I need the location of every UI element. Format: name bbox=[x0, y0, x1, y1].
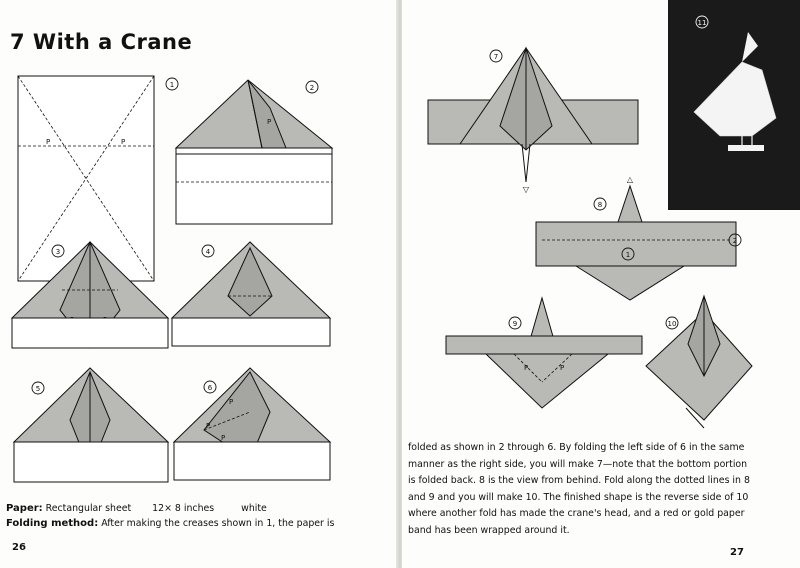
step-6-p-left: P bbox=[206, 422, 211, 430]
text-line: where another fold has made the crane's head, and a red or gold paper bbox=[408, 508, 745, 519]
step-2-diagram bbox=[176, 80, 332, 224]
step-4-number: 4 bbox=[205, 248, 211, 256]
text-line: band has been wrapped around it. bbox=[408, 524, 570, 536]
instructions-text bbox=[408, 440, 788, 539]
paper-color: white bbox=[241, 503, 267, 514]
step-9-diagram bbox=[446, 298, 642, 408]
step-9-p-left: P bbox=[524, 364, 529, 372]
text-line: folded as shown in 2 through 6. By folding the left side of 6 in the same bbox=[408, 442, 745, 453]
step-2-number: 2 bbox=[309, 84, 315, 92]
step-8-ref-mark: 2 bbox=[732, 237, 738, 245]
step-6-p-mid: P bbox=[221, 434, 226, 442]
right-page bbox=[402, 0, 800, 568]
step-4-diagram bbox=[172, 242, 330, 346]
step-11-photo bbox=[668, 0, 800, 210]
step-3-number: 3 bbox=[55, 248, 61, 256]
step-7-number: 7 bbox=[493, 53, 499, 61]
page-title: 7 With a Crane bbox=[10, 30, 193, 54]
step-5-number: 5 bbox=[35, 385, 41, 393]
step-6-p-top: P bbox=[229, 398, 234, 406]
svg-text:▽: ▽ bbox=[522, 185, 530, 194]
method-label: Folding method: bbox=[6, 518, 99, 529]
left-page bbox=[0, 0, 398, 568]
step-2-p: P bbox=[267, 118, 272, 126]
step-1-p-right: P bbox=[121, 138, 126, 146]
step-9-p-right: P bbox=[560, 364, 565, 372]
step-8-center-mark: 1 bbox=[625, 251, 631, 259]
step-1-p-left: P bbox=[46, 138, 51, 146]
svg-text:△: △ bbox=[626, 175, 634, 184]
text-line: is folded back. 8 is the view from behind. Fold along the dotted lines in 8 bbox=[408, 475, 750, 486]
text-line: manner as the right side, you will make 7—note that the bottom portion bbox=[408, 458, 748, 470]
page-number-right: 27 bbox=[730, 547, 744, 558]
step-1-number: 1 bbox=[169, 81, 175, 89]
step-6-number: 6 bbox=[207, 384, 213, 392]
step-11-number: 11 bbox=[697, 19, 707, 27]
paper-desc: Rectangular sheet bbox=[45, 503, 132, 514]
paper-label: Paper: bbox=[6, 503, 43, 514]
text-line: and 9 and you will make 10. The finished shape is the reverse side of 10 bbox=[408, 491, 749, 503]
step-5-diagram bbox=[14, 368, 168, 482]
paper-size: 12× 8 inches bbox=[152, 503, 215, 514]
step-6-diagram bbox=[174, 368, 330, 480]
method-text: After making the creases shown in 1, the paper is bbox=[101, 518, 335, 529]
folding-method bbox=[6, 516, 334, 533]
step-10-number: 10 bbox=[667, 320, 677, 328]
left-diagrams bbox=[0, 0, 398, 568]
step-9-number: 9 bbox=[512, 320, 518, 328]
page-number-left: 26 bbox=[12, 542, 26, 553]
step-10-diagram bbox=[646, 296, 752, 428]
step-8-number: 8 bbox=[597, 201, 603, 209]
step-7-diagram bbox=[428, 48, 638, 194]
